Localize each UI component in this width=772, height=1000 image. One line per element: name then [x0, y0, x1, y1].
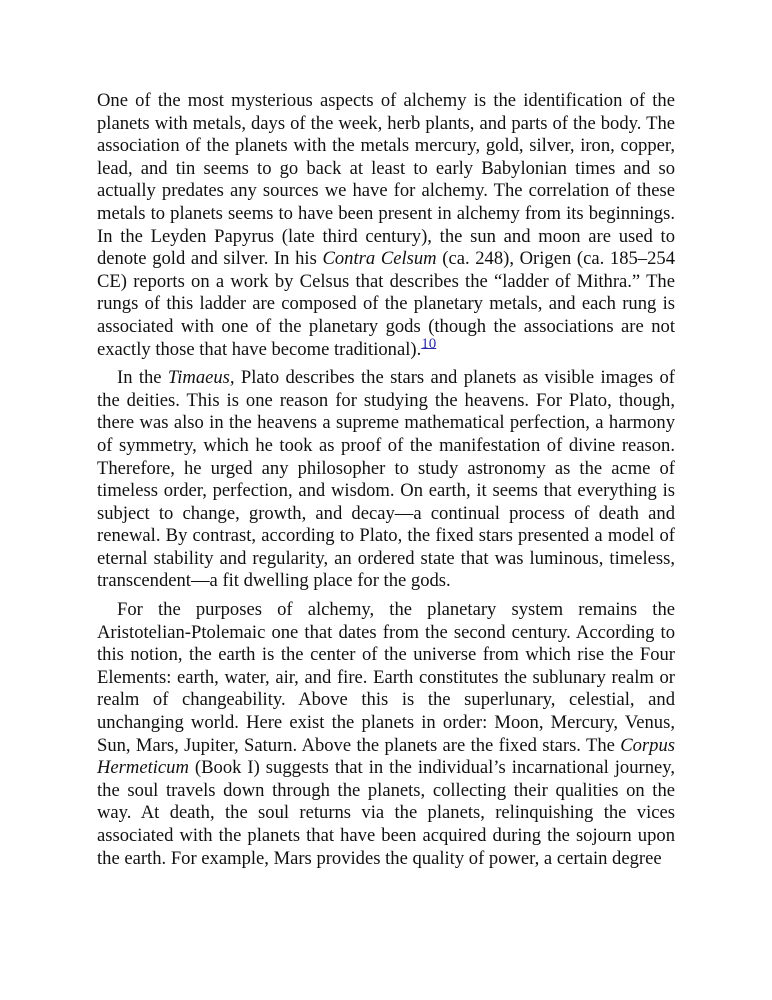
paragraph-plato-timaeus: [97, 367, 675, 593]
paragraph-text: (ca. 248), Origen (ca. 185–254 CE) reports on a work by Celsus that describes the “ladder of Mithra.” The rungs of this ladder are composed of the planetary metals, and each rung is associated with one of the planetary gods (though the associations are not exactly those that have become traditional).: [97, 248, 675, 360]
paragraph-planets-metals: [97, 90, 675, 361]
paragraph-text: In the: [117, 367, 168, 389]
paragraph-text: (Book I) suggests that in the individual’s incarnational journey, the soul travels down through the planets, collecting their qualities on the way. At death, the soul returns via the planets, relinquishing the vices associated with the planets that have been acquired during the sojourn upon the earth. For example, Mars provides the quality of power, a certain degree: [97, 757, 675, 869]
book-title-contra-celsum: Contra Celsum: [322, 248, 437, 270]
paragraph-text: One of the most mysterious aspects of alchemy is the identification of the planets with metals, days of the week, herb plants, and parts of the body. The association of the planets with the metals mercury, gold, silver, iron, copper, lead, and tin seems to go back at least to early Babylonian times and so actually predates any sources we have for alchemy. The correlation of these metals to planets seems to have been present in alchemy from its beginnings. In the Leyden Papyrus (late third century), the sun and moon are used to denote gold and silver. In his: [97, 90, 675, 270]
book-page: [97, 90, 675, 870]
book-title-timaeus: Timaeus,: [167, 367, 235, 389]
paragraph-planetary-system: [97, 599, 675, 870]
paragraph-text: Plato describes the stars and planets as visible images of the deities. This is one reason for studying the heavens. For Plato, though, there was also in the heavens a supreme mathematical perfection, a harmony of symmetry, which he took as proof of the manifestation of divine reason. Therefore, he urged any philosopher to study astronomy as the acme of timeless order, perfection, and wisdom. On earth, it seems that everything is subject to change, growth, and decay—a continual process of death and renewal. By contrast, according to Plato, the fixed stars presented a model of eternal stability and regularity, an ordered state that was luminous, timeless, transcendent—a fit dwelling place for the gods.: [97, 367, 675, 592]
book-title-corpus-hermeticum: Corpus Hermeticum: [97, 734, 675, 779]
footnote-link[interactable]: 10: [421, 335, 437, 352]
paragraph-text: For the purposes of alchemy, the planetary system remains the Aristotelian-Ptolemaic one that dates from the second century. According to this notion, the earth is the center of the universe from which rise the Four Elements: earth, water, air, and fire. Earth constitutes the sublunary realm or realm of changeability. Above this is the superlunary, celestial, and unchanging world. Here exist the planets in order: Moon, Mercury, Venus, Sun, Mars, Jupiter, Saturn. Above the planets are the fixed stars. The: [97, 599, 675, 756]
